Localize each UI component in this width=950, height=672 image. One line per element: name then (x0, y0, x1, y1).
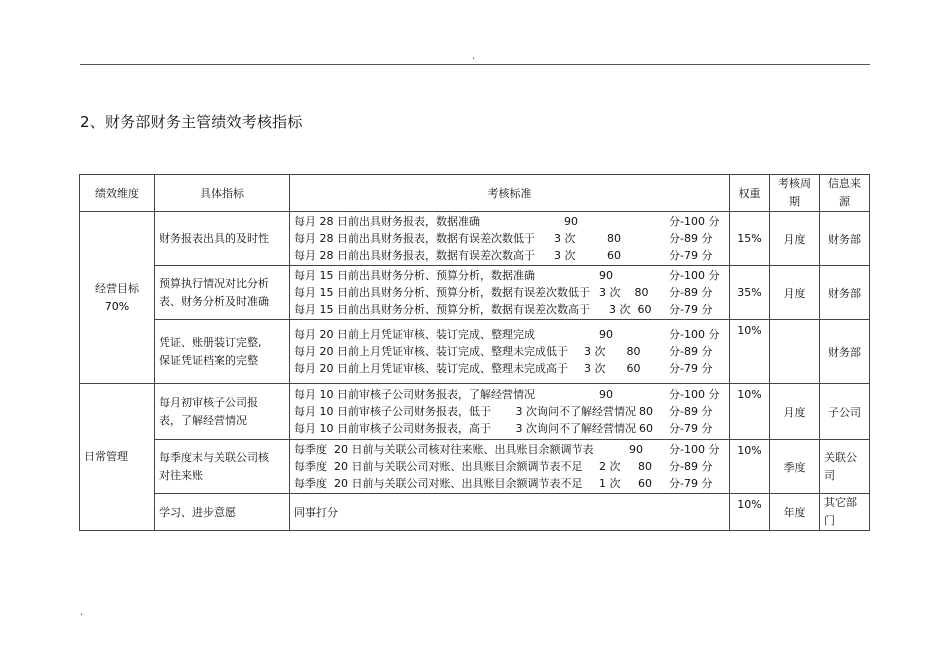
standard-mid: 80 (639, 405, 653, 418)
standard-score: 分-100 分 (669, 443, 720, 456)
standard-line (294, 441, 725, 458)
standard-line (294, 326, 725, 343)
period-cell: 年度 (770, 494, 820, 531)
header-weight: 权重 (730, 175, 770, 212)
period-cell: 月度 (770, 212, 820, 266)
header-standard: 考核标准 (290, 175, 730, 212)
standard-cell (290, 320, 730, 384)
header-source (820, 175, 870, 212)
standard-mid: 3 次 80 (554, 232, 621, 245)
standard-score: 分-100 分 (669, 328, 720, 341)
standard-mid: 3 次 80 (584, 345, 641, 358)
standard-score: 分-79 分 (669, 362, 713, 375)
dimension-label: 经营目标 (95, 281, 139, 295)
dimension-cell-operating (80, 212, 155, 384)
standard-score: 分-89 分 (669, 286, 713, 299)
indicator-cell (155, 494, 290, 531)
header-dimension: 绩效维度 (80, 175, 155, 212)
standard-mid: 3 次 60 (554, 249, 621, 262)
indicator-line: 学习、进步意愿 (159, 506, 236, 519)
standard-text: 每月 28 日前出具财务报表，数据有误差次数高于 (294, 249, 535, 262)
standard-text: 每月 10 日前审核子公司财务报表，低于 3 次询问不了解经营情况 (294, 405, 636, 418)
source-line: 其它部 (824, 496, 857, 509)
table-header-row (80, 175, 870, 212)
standard-mid: 90 (599, 388, 613, 401)
section-title: 2、财务部财务主管绩效考核指标 (80, 113, 303, 131)
standard-cell (290, 384, 730, 440)
standard-score: 分-79 分 (669, 303, 713, 316)
indicator-line: 表、财务分析及时准确 (159, 294, 269, 308)
standard-cell: 同事打分 (290, 494, 730, 531)
standard-line (294, 420, 725, 437)
standard-mid: 3 次 60 (584, 362, 641, 375)
header-rule (80, 64, 870, 65)
indicator-line: 对往来账 (159, 468, 203, 482)
standard-line (294, 403, 725, 420)
indicator-line: 财务报表出具的及时性 (159, 231, 269, 245)
standard-mid: 1 次 60 (599, 477, 652, 490)
standard-text: 每季度 20 日前与关联公司核对往来账、出具账目余额调节表 (294, 443, 594, 456)
standard-text: 每月 28 日前出具财务报表，数据准确 (294, 215, 480, 228)
standard-cell (290, 266, 730, 320)
standard-line (294, 458, 725, 475)
indicator-cell (155, 320, 290, 384)
source-line: 司 (824, 468, 835, 482)
table-row (80, 320, 870, 384)
standard-score: 分-100 分 (669, 215, 720, 228)
standard-line (294, 230, 725, 247)
indicator-cell (155, 266, 290, 320)
dimension-cell-daily (80, 384, 155, 531)
header-source-line: 信息来 (828, 177, 861, 190)
indicator-line: 表，了解经营情况 (159, 413, 247, 427)
standard-text: 每月 20 日前上月凭证审核、装订完成、整理未完成低于 (294, 345, 568, 358)
header-source-line: 源 (839, 195, 850, 208)
standard-line (294, 247, 725, 264)
indicator-cell (155, 384, 290, 440)
standard-line (294, 301, 725, 318)
standard-mid: 3 次 80 (599, 286, 649, 299)
weight-cell: 15% (730, 212, 770, 266)
table-row (80, 440, 870, 494)
footer-dot: . (80, 607, 84, 618)
table-row (80, 384, 870, 440)
weight-cell: 35% (730, 266, 770, 320)
standard-score: 分-79 分 (669, 249, 713, 262)
source-cell (820, 440, 870, 494)
weight-cell: 10% (730, 494, 770, 531)
standard-cell (290, 440, 730, 494)
standard-score: 分-89 分 (669, 460, 713, 473)
standard-text: 每季度 20 日前与关联公司对账、出具账目余额调节表不足 (294, 460, 583, 473)
header-period-line: 考核周 (778, 177, 811, 190)
indicator-line: 每季度末与关联公司核 (159, 450, 269, 464)
indicator-line: 每月初审核子公司报 (159, 395, 258, 409)
standard-line (294, 360, 725, 377)
weight-cell: 10% (730, 320, 770, 384)
period-cell (770, 320, 820, 384)
standard-score: 分-100 分 (669, 269, 720, 282)
source-line: 子公司 (828, 405, 861, 419)
standard-cell (290, 212, 730, 266)
standard-text: 每季度 20 日前与关联公司对账、出具账目余额调节表不足 (294, 477, 583, 490)
dimension-weight: 70% (104, 299, 130, 313)
standard-mid: 90 (599, 328, 613, 341)
kpi-table (79, 174, 870, 531)
source-cell (820, 384, 870, 440)
indicator-line: 预算执行情况对比分析 (159, 276, 269, 290)
standard-line (294, 343, 725, 360)
standard-mid: 90 (629, 443, 643, 456)
standard-text: 每月 20 日前上月凭证审核、装订完成、整理未完成高于 (294, 362, 568, 375)
indicator-cell (155, 212, 290, 266)
standard-line (294, 267, 725, 284)
standard-text: 每月 10 日前审核子公司财务报表，了解经营情况 (294, 388, 535, 401)
standard-text: 每月 28 日前出具财务报表，数据有误差次数低于 (294, 232, 535, 245)
standard-mid: 90 (599, 269, 613, 282)
source-cell (820, 266, 870, 320)
weight-cell: 10% (730, 440, 770, 494)
source-line: 门 (824, 514, 835, 527)
header-dot: . (472, 51, 476, 62)
table-row (80, 212, 870, 266)
standard-mid: 2 次 80 (599, 460, 652, 473)
table-row (80, 266, 870, 320)
indicator-line: 保证凭证档案的完整 (159, 353, 258, 367)
source-cell (820, 212, 870, 266)
source-line: 关联公 (824, 450, 857, 464)
dimension-label: 日常管理 (84, 450, 128, 463)
standard-text: 每月 20 日前上月凭证审核、装订完成、整理完成 (294, 328, 535, 341)
header-indicator: 具体指标 (155, 175, 290, 212)
source-cell (820, 494, 870, 531)
standard-score: 分-89 分 (669, 232, 713, 245)
period-cell: 季度 (770, 440, 820, 494)
period-cell: 月度 (770, 384, 820, 440)
period-cell: 月度 (770, 266, 820, 320)
standard-mid: 90 (564, 215, 578, 228)
standard-text: 每月 15 日前出具财务分析、预算分析，数据有误差次数低于 (294, 286, 590, 299)
standard-line (294, 475, 725, 492)
source-cell (820, 320, 870, 384)
indicator-line: 凭证、账册装订完整, (159, 335, 262, 349)
table-row (80, 494, 870, 531)
standard-score: 分-79 分 (669, 477, 713, 490)
header-period (770, 175, 820, 212)
weight-cell: 10% (730, 384, 770, 440)
indicator-cell (155, 440, 290, 494)
standard-line (294, 213, 725, 230)
standard-text: 每月 15 日前出具财务分析、预算分析，数据有误差次数高于 (294, 303, 590, 316)
standard-text: 每月 15 日前出具财务分析、预算分析，数据准确 (294, 269, 535, 282)
standard-line (294, 386, 725, 403)
source-line: 财务部 (828, 286, 861, 300)
standard-score: 分-89 分 (669, 345, 713, 358)
standard-score: 分-89 分 (669, 405, 713, 418)
standard-score: 分-79 分 (669, 422, 713, 435)
standard-text: 每月 10 日前审核子公司财务报表，高于 3 次询问不了解经营情况 (294, 422, 636, 435)
header-period-line: 期 (789, 195, 800, 208)
standard-score: 分-100 分 (669, 388, 720, 401)
source-line: 财务部 (828, 345, 861, 359)
standard-line (294, 284, 725, 301)
standard-mid: 3 次 60 (609, 303, 652, 316)
source-line: 财务部 (828, 232, 861, 246)
standard-mid: 60 (639, 422, 653, 435)
